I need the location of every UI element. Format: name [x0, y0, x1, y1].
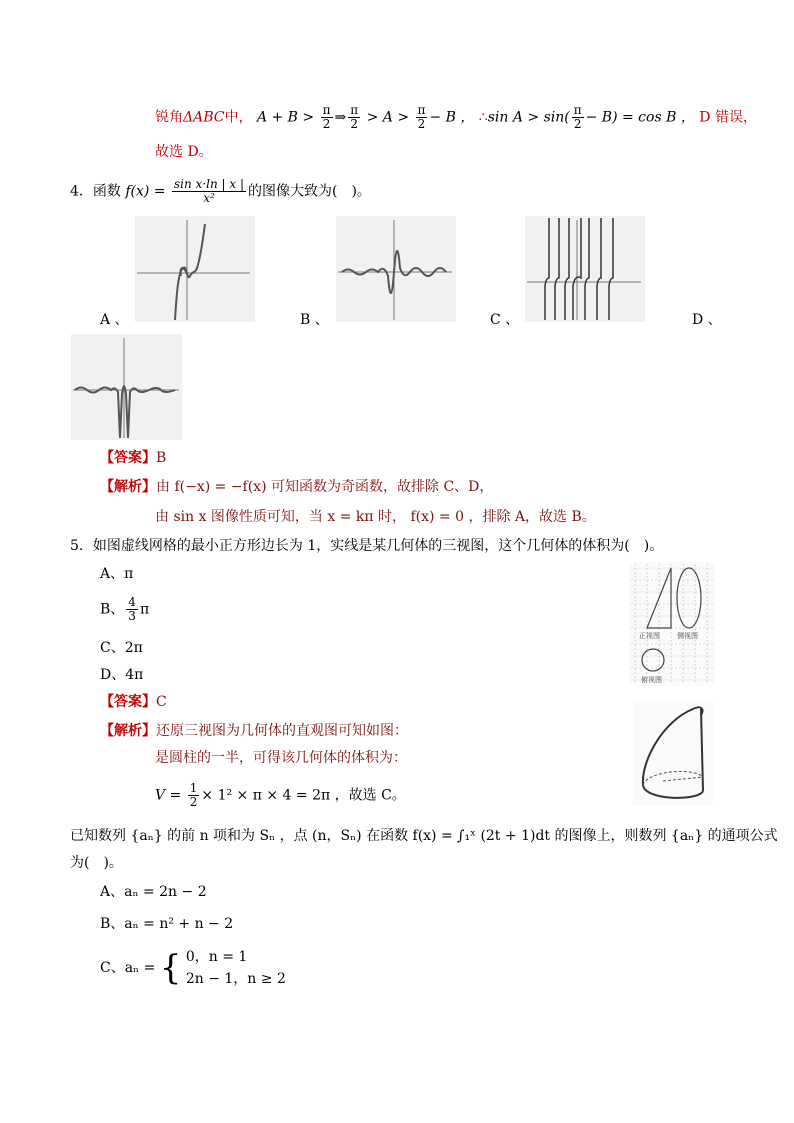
- q5-three-view-figure: [629, 562, 715, 686]
- graph-a: [135, 216, 255, 322]
- q5-option-c: C、2π: [100, 640, 143, 656]
- q4-stem: 4．函数 f(x) = $\frac{\text{sin x·ln | x |}}{\text{x²}}$ 的图像大致为( )。: [70, 177, 371, 205]
- q5-option-d: D、4π: [100, 667, 144, 683]
- q6-option-b: B、aₙ = n² + n − 2: [100, 916, 234, 932]
- q5-option-b: B、 $\frac{4}{3}$ π: [100, 595, 150, 623]
- q5-formula: V = $\frac{1}{2}$ × 1² × π × 4 = 2π ，故选 C。: [155, 781, 406, 809]
- q4-analysis-line1: 【解析】由 f(−x) = −f(x) 可知函数为奇函数，故排除 C、D，: [100, 479, 494, 495]
- q5-stem: 5．如图虚线网格的最小正方形边长为 1，实线是某几何体的三视图，这个几何体的体积为( )。: [70, 538, 664, 554]
- q3-analysis-line1: 锐角ΔABC中， A + B > $\frac{\pi}{2}$ ⇒ $\frac{\pi}{2}$ > A > $\frac{\pi}{2}$ − B ， ∴sin A > sin( $\frac{\pi}{2}$ − B) = cos B ， D 错误，: [155, 103, 757, 131]
- q4-option-d-label: D 、: [692, 312, 722, 328]
- side-view-label: 侧视图: [677, 633, 698, 640]
- q4-option-b-label: B 、: [300, 312, 329, 328]
- q5-option-a: A、π: [100, 566, 134, 582]
- q4-analysis-line2: 由 sin x 图像性质可知，当 x = kπ 时， f(x) = 0 ，排除 A，故选 B。: [155, 509, 596, 525]
- front-view-label: 正视图: [639, 633, 660, 640]
- q6-option-a: A、aₙ = 2n − 2: [100, 884, 207, 900]
- q5-answer: 【答案】C: [100, 694, 167, 710]
- top-view-label: 俯视图: [641, 677, 662, 684]
- q3-conclusion: 故选 D。: [155, 144, 213, 160]
- q4-answer: 【答案】B: [100, 450, 167, 466]
- graph-b: [336, 216, 456, 322]
- q4-option-a-label: A 、: [100, 312, 129, 328]
- q4-option-c-label: C 、: [490, 312, 520, 328]
- q5-analysis-line2: 是圆柱的一半，可得该几何体的体积为：: [155, 750, 407, 766]
- q5-solid-figure: [633, 701, 713, 806]
- q6-stem-line2: 为( )。: [70, 855, 123, 871]
- q6-option-c: C、aₙ = { 0，n = 1 2n − 1，n ≥ 2: [100, 948, 286, 988]
- q5-analysis-line1: 【解析】还原三视图为几何体的直观图可知如图：: [100, 723, 408, 739]
- graph-c: [525, 216, 645, 322]
- q6-stem-line1: 已知数列 {aₙ} 的前 n 项和为 Sₙ ，点 (n，Sₙ) 在函数 f(x) = ∫₁ˣ (2t + 1)dt 的图像上，则数列 {aₙ} 的通项公式: [70, 828, 778, 844]
- graph-d: [71, 334, 182, 440]
